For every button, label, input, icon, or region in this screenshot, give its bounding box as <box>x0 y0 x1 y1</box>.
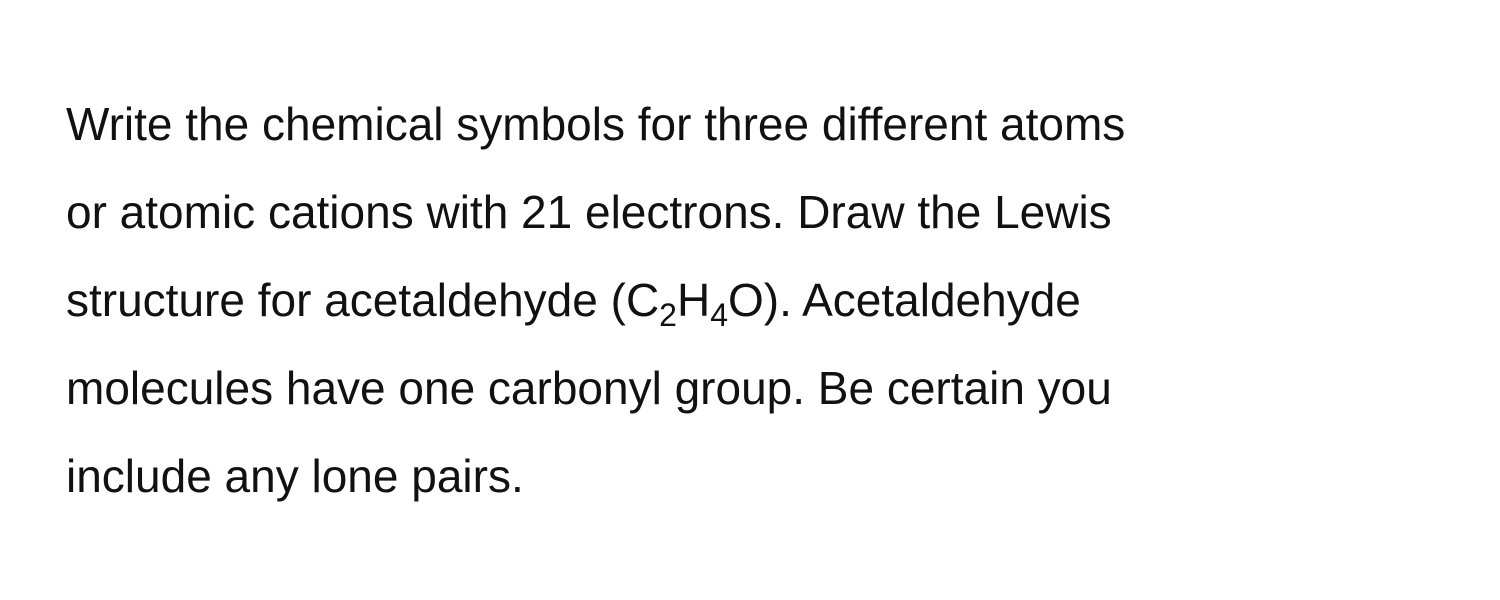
line-3-text-hydrogen: H <box>676 274 711 326</box>
question-line-5: include any lone pairs. <box>66 450 524 502</box>
line-3-text-before: structure for acetaldehyde (C <box>66 274 660 326</box>
question-line-2: or atomic cations with 21 electrons. Draw the Lewis <box>66 186 1112 238</box>
question-line-4: molecules have one carbonyl group. Be certain you <box>66 362 1112 414</box>
subscript-hydrogen-count: 4 <box>710 297 728 333</box>
question-line-1: Write the chemical symbols for three different atoms <box>66 98 1126 150</box>
line-3-text-after: O). Acetaldehyde <box>728 274 1081 326</box>
question-line-3 <box>66 256 1466 344</box>
subscript-carbon-count: 2 <box>659 297 677 333</box>
question-text <box>66 80 1466 520</box>
